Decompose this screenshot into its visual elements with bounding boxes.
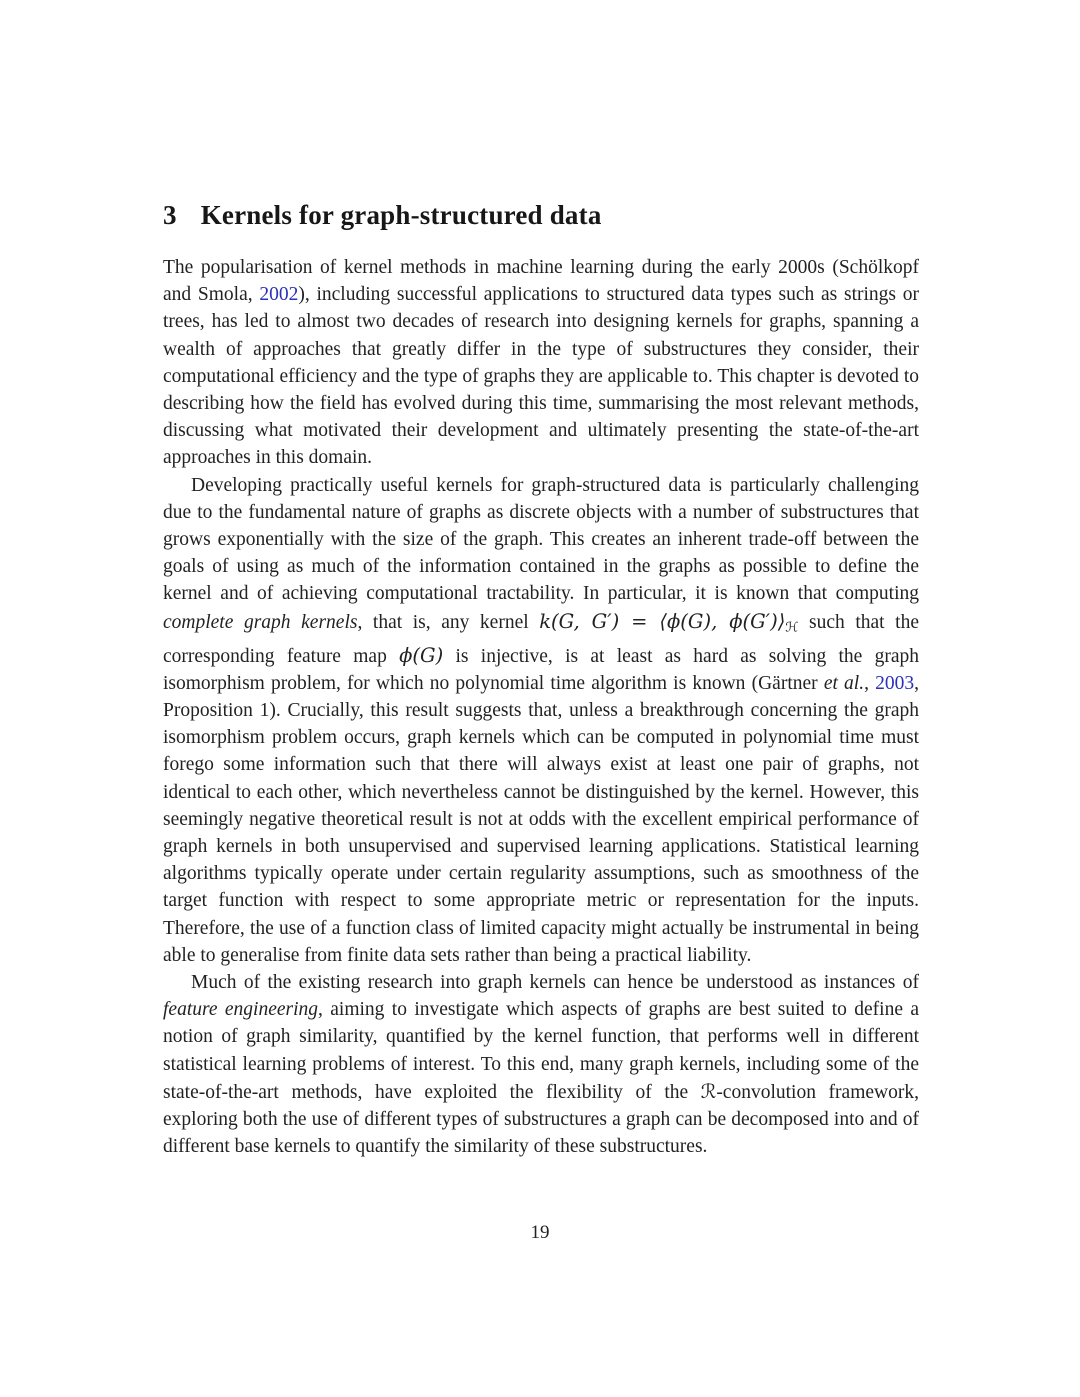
page-number: 19 <box>530 1222 550 1243</box>
text-run: , aiming to investigate which aspects of graphs are best suited to define a notion of graph similarity, quantified by the kernel function, that performs well in different statistical learning problems of interest. To this end, many graph kernels, including some of the state-of-the-art methods, have exploited the flexibility of the <box>163 999 920 1103</box>
math-text: ℛ <box>700 1079 717 1103</box>
text-run: ), including successful applications to structured data types such as strings or trees, has led to almost two decades of research into designing kernels for graphs, spanning a wealth of approaches that greatly differ in the type of substructures they consider, their computational efficiency and the type of graphs they are applicable to. This chapter is devoted to describing how the field has evolved during this time, summarising the most relevant methods, discussing what motivated their development and ultimately presenting the state-of-the-art approaches in this domain. <box>163 284 919 469</box>
text-run: , Proposition 1). Crucially, this result suggests that, unless a breakthrough concerning the graph isomorphism problem occurs, graph kernels which can be computed in polynomial time must forego some information such that there will always exist at least one pair of graphs, not identical to each other, which nevertheless cannot be distinguished by the kernel. However, this seemingly negative theoretical result is not at odds with the excellent empirical performance of graph kernels in both unsupervised and supervised learning applications. Statistical learning algorithms typically operate under certain regularity assumptions, such as smoothness of the target function with respect to some appropriate metric or representation for the inputs. Therefore, the use of a function class of limited capacity might actually be instrumental in being able to generalise from finite data sets rather than being a practical liability. <box>163 672 920 966</box>
body-text <box>163 254 919 1160</box>
text-run: -convolution framework, exploring both the use of different types of substructures a graph can be decomposed into and of different base kernels to quantify the similarity of these substructures. <box>163 1081 919 1158</box>
page-content <box>163 200 919 1160</box>
paragraph-feature-engineering <box>163 969 919 1160</box>
italic-text: feature engineering <box>163 999 319 1021</box>
math-text: ϕ(G) <box>399 643 444 667</box>
section-title: Kernels for graph-structured data <box>200 200 602 230</box>
text-run: Developing practically useful kernels for graph-structured data is particularly challenging due to the fundamental nature of graphs as discrete objects with a number of substructures that grows exponentially with the size of the graph. This creates an inherent trade-off between the goals of using as much of the information contained in the graphs as possible to define the kernel and of achieving computational tractability. In particular, it is known that computing <box>163 474 919 605</box>
text-run: The popularisation of kernel methods in machine learning during the early 2000s (Schölkopf and Smola, <box>163 257 919 306</box>
text-run: such that the corresponding feature map <box>163 611 919 667</box>
math-text: k(G, G′) = ⟨ϕ(G), ϕ(G′)⟩ <box>539 609 786 633</box>
citation-link[interactable]: 2003 <box>875 672 915 694</box>
paragraph-intro <box>163 254 919 472</box>
section-number: 3 <box>163 200 177 230</box>
citation-link[interactable]: 2002 <box>259 284 299 306</box>
text-run: is injective, is at least as hard as solving the graph isomorphism problem, for which no polynomial time algorithm is known (Gärtner <box>163 645 919 694</box>
text-run: , <box>864 672 876 694</box>
math-subscript: ℋ <box>785 620 799 636</box>
italic-text: complete graph kernels <box>163 611 358 633</box>
paragraph-challenges <box>163 472 919 969</box>
italic-text: et al. <box>823 672 865 694</box>
section-heading <box>163 200 919 231</box>
text-run: , that is, any kernel <box>357 611 540 633</box>
text-run: Much of the existing research into graph kernels can hence be understood as instances of <box>191 971 919 993</box>
